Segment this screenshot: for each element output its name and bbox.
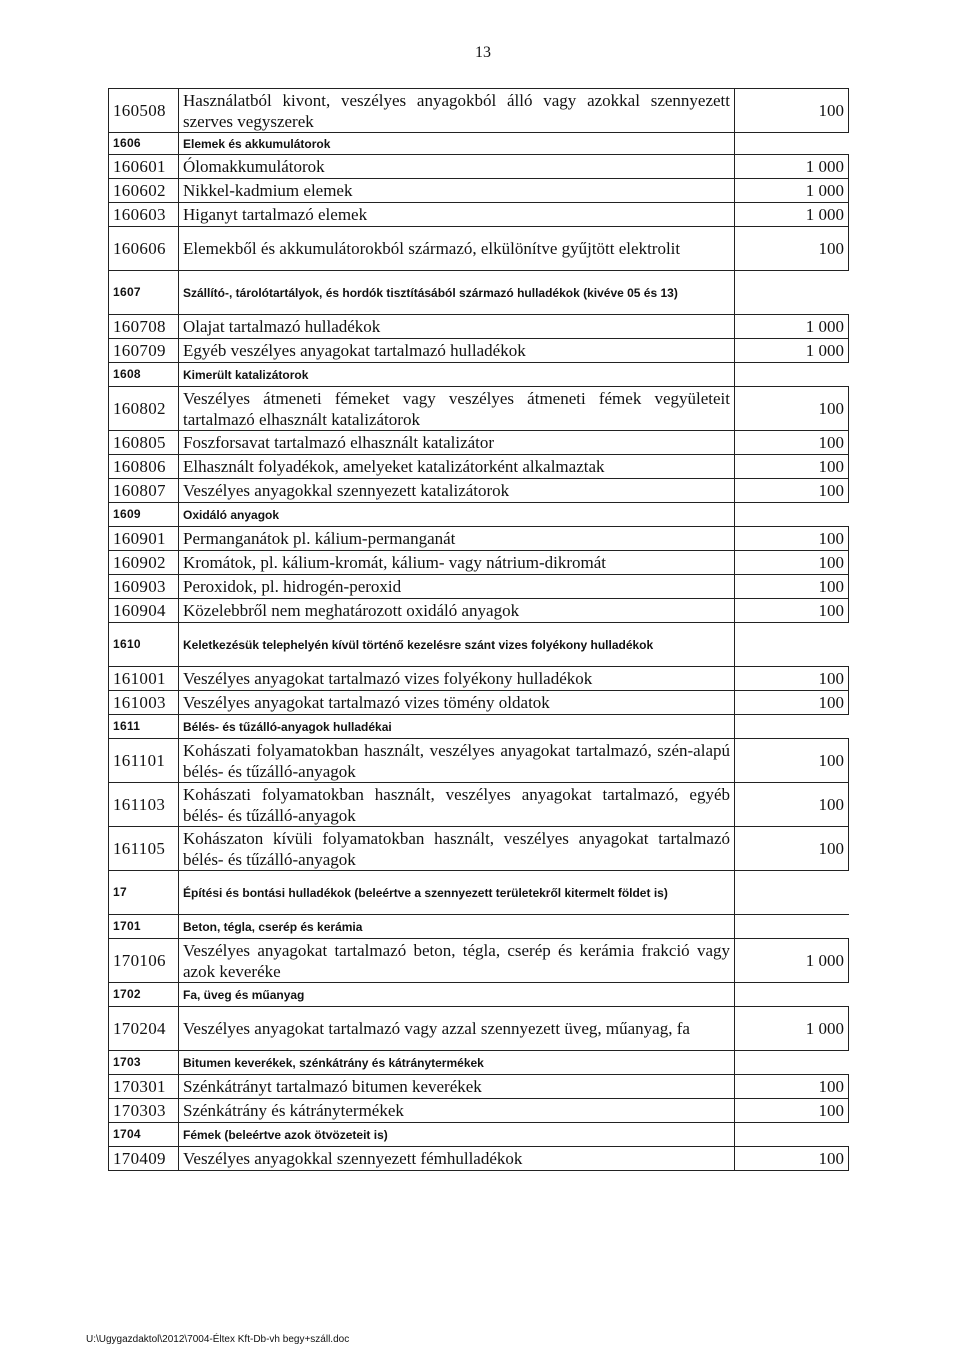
category-row: [109, 271, 849, 315]
description-cell: Veszélyes átmeneti fémeket vagy veszélyes átmeneti fémek vegyületeit tartalmazó elhasznált katalizátorok: [179, 387, 735, 431]
waste-row: [109, 1075, 849, 1099]
description-cell: Fa, üveg és műanyag: [179, 983, 735, 1007]
waste-code-cell: 160903: [109, 575, 179, 599]
waste-code-cell: 1606: [109, 133, 179, 155]
waste-code-cell: 1703: [109, 1051, 179, 1075]
quantity-cell: 100: [735, 387, 849, 431]
waste-row: [109, 599, 849, 623]
waste-row: [109, 783, 849, 827]
description-cell: Elemekből és akkumulátorokból származó, elkülönítve gyűjtött elektrolit: [179, 227, 735, 271]
waste-code-cell: 1610: [109, 623, 179, 667]
quantity-cell: 1 000: [735, 939, 849, 983]
quantity-cell: [735, 871, 849, 915]
description-cell: Kromátok, pl. kálium-kromát, kálium- vagy nátrium-dikromát: [179, 551, 735, 575]
waste-code-cell: 1611: [109, 715, 179, 739]
waste-code-cell: 161003: [109, 691, 179, 715]
page-number: 13: [475, 44, 491, 61]
quantity-cell: [735, 133, 849, 155]
waste-row: [109, 1099, 849, 1123]
waste-code-cell: 1608: [109, 363, 179, 387]
waste-code-cell: 160806: [109, 455, 179, 479]
category-row: [109, 1123, 849, 1147]
waste-code-cell: 170301: [109, 1075, 179, 1099]
quantity-cell: 100: [735, 599, 849, 623]
waste-code-cell: 1607: [109, 271, 179, 315]
quantity-cell: 1 000: [735, 1007, 849, 1051]
waste-row: [109, 431, 849, 455]
waste-code-cell: 170204: [109, 1007, 179, 1051]
waste-row: [109, 315, 849, 339]
waste-row: [109, 179, 849, 203]
waste-code-cell: 160602: [109, 179, 179, 203]
description-cell: Kohászati folyamatokban használt, veszélyes anyagokat tartalmazó, egyéb bélés- és tűzálló-anyagok: [179, 783, 735, 827]
waste-code-cell: 160805: [109, 431, 179, 455]
waste-code-cell: 170409: [109, 1147, 179, 1171]
waste-row: [109, 739, 849, 783]
waste-code-cell: 160709: [109, 339, 179, 363]
waste-code-cell: 161001: [109, 667, 179, 691]
waste-code-cell: 161103: [109, 783, 179, 827]
quantity-cell: 100: [735, 527, 849, 551]
waste-code-cell: 1609: [109, 503, 179, 527]
description-cell: Permanganátok pl. kálium-permanganát: [179, 527, 735, 551]
quantity-cell: 100: [735, 691, 849, 715]
waste-row: [109, 575, 849, 599]
description-cell: Kohászati folyamatokban használt, veszélyes anyagokat tartalmazó, szén-alapú bélés- és tűzálló-anyagok: [179, 739, 735, 783]
description-cell: Kohászaton kívüli folyamatokban használt, veszélyes anyagokat tartalmazó bélés- és tűzálló-anyagok: [179, 827, 735, 871]
quantity-cell: 1 000: [735, 203, 849, 227]
waste-code-cell: 161101: [109, 739, 179, 783]
waste-code-cell: 1702: [109, 983, 179, 1007]
waste-row: [109, 155, 849, 179]
waste-code-cell: 160601: [109, 155, 179, 179]
description-cell: Kimerült katalizátorok: [179, 363, 735, 387]
quantity-cell: 1 000: [735, 339, 849, 363]
quantity-cell: [735, 915, 849, 939]
table-body: [109, 89, 849, 1171]
waste-row: [109, 339, 849, 363]
waste-row: [109, 667, 849, 691]
description-cell: Veszélyes anyagokat tartalmazó beton, tégla, cserép és kerámia frakció vagy azok keveréke: [179, 939, 735, 983]
quantity-cell: [735, 503, 849, 527]
quantity-cell: 100: [735, 1075, 849, 1099]
waste-code-table: [108, 88, 849, 1171]
category-row: [109, 715, 849, 739]
waste-code-cell: 160807: [109, 479, 179, 503]
category-row: [109, 133, 849, 155]
quantity-cell: [735, 623, 849, 667]
description-cell: Oxidáló anyagok: [179, 503, 735, 527]
description-cell: Veszélyes anyagokkal szennyezett katalizátorok: [179, 479, 735, 503]
quantity-cell: [735, 363, 849, 387]
waste-code-cell: 160802: [109, 387, 179, 431]
description-cell: Egyéb veszélyes anyagokat tartalmazó hulladékok: [179, 339, 735, 363]
description-cell: Olajat tartalmazó hulladékok: [179, 315, 735, 339]
description-cell: Közelebbről nem meghatározott oxidáló anyagok: [179, 599, 735, 623]
description-cell: Használatból kivont, veszélyes anyagokból álló vagy azokkal szennyezett szerves vegyszerek: [179, 89, 735, 133]
waste-code-cell: 160606: [109, 227, 179, 271]
description-cell: Elhasznált folyadékok, amelyeket katalizátorként alkalmaztak: [179, 455, 735, 479]
description-cell: Higanyt tartalmazó elemek: [179, 203, 735, 227]
category-row: [109, 1051, 849, 1075]
waste-row: [109, 1147, 849, 1171]
quantity-cell: [735, 983, 849, 1007]
waste-row: [109, 827, 849, 871]
description-cell: Ólomakkumulátorok: [179, 155, 735, 179]
quantity-cell: 100: [735, 431, 849, 455]
quantity-cell: 100: [735, 1147, 849, 1171]
description-cell: Szállító-, tárolótartályok, és hordók tisztításából származó hulladékok (kivéve 05 és 13): [179, 271, 735, 315]
quantity-cell: 100: [735, 827, 849, 871]
description-cell: Peroxidok, pl. hidrogén-peroxid: [179, 575, 735, 599]
category-row: [109, 623, 849, 667]
waste-row: [109, 691, 849, 715]
quantity-cell: 100: [735, 667, 849, 691]
description-cell: Keletkezésük telephelyén kívül történő kezelésre szánt vizes folyékony hulladékok: [179, 623, 735, 667]
waste-code-cell: 160708: [109, 315, 179, 339]
description-cell: Elemek és akkumulátorok: [179, 133, 735, 155]
waste-code-cell: 1704: [109, 1123, 179, 1147]
quantity-cell: 100: [735, 551, 849, 575]
quantity-cell: [735, 715, 849, 739]
waste-row: [109, 527, 849, 551]
waste-code-cell: 170106: [109, 939, 179, 983]
quantity-cell: 100: [735, 227, 849, 271]
category-row: [109, 915, 849, 939]
description-cell: Építési és bontási hulladékok (beleértve a szennyezett területekről kitermelt földet is): [179, 871, 735, 915]
waste-code-cell: 160902: [109, 551, 179, 575]
quantity-cell: 1 000: [735, 155, 849, 179]
category-row: [109, 871, 849, 915]
waste-row: [109, 551, 849, 575]
description-cell: Nikkel-kadmium elemek: [179, 179, 735, 203]
category-row: [109, 503, 849, 527]
quantity-cell: 1 000: [735, 179, 849, 203]
waste-row: [109, 203, 849, 227]
quantity-cell: 100: [735, 783, 849, 827]
description-cell: Szénkátrányt tartalmazó bitumen keverékek: [179, 1075, 735, 1099]
waste-row: [109, 227, 849, 271]
description-cell: Veszélyes anyagokat tartalmazó vagy azzal szennyezett üveg, műanyag, fa: [179, 1007, 735, 1051]
waste-code-cell: 160603: [109, 203, 179, 227]
waste-row: [109, 89, 849, 133]
description-cell: Szénkátrány és kátránytermékek: [179, 1099, 735, 1123]
quantity-cell: 100: [735, 455, 849, 479]
quantity-cell: 100: [735, 575, 849, 599]
description-cell: Veszélyes anyagokkal szennyezett fémhulladékok: [179, 1147, 735, 1171]
waste-code-cell: 1701: [109, 915, 179, 939]
waste-row: [109, 479, 849, 503]
quantity-cell: 1 000: [735, 315, 849, 339]
quantity-cell: 100: [735, 739, 849, 783]
waste-code-cell: 160901: [109, 527, 179, 551]
description-cell: Fémek (beleértve azok ötvözeteit is): [179, 1123, 735, 1147]
description-cell: Bitumen keverékek, szénkátrány és kátránytermékek: [179, 1051, 735, 1075]
quantity-cell: [735, 1051, 849, 1075]
description-cell: Bélés- és tűzálló-anyagok hulladékai: [179, 715, 735, 739]
waste-row: [109, 1007, 849, 1051]
waste-code-cell: 160904: [109, 599, 179, 623]
waste-row: [109, 455, 849, 479]
waste-row: [109, 387, 849, 431]
quantity-cell: [735, 1123, 849, 1147]
waste-code-cell: 160508: [109, 89, 179, 133]
description-cell: Veszélyes anyagokat tartalmazó vizes folyékony hulladékok: [179, 667, 735, 691]
quantity-cell: 100: [735, 89, 849, 133]
waste-code-cell: 161105: [109, 827, 179, 871]
file-path-footer: U:\Ugygazdaktol\2012\7004-Éltex Kft-Db-vh begy+száll.doc: [86, 1334, 350, 1345]
quantity-cell: 100: [735, 1099, 849, 1123]
description-cell: Veszélyes anyagokat tartalmazó vizes tömény oldatok: [179, 691, 735, 715]
description-cell: Foszforsavat tartalmazó elhasznált katalizátor: [179, 431, 735, 455]
waste-row: [109, 939, 849, 983]
quantity-cell: [735, 271, 849, 315]
description-cell: Beton, tégla, cserép és kerámia: [179, 915, 735, 939]
category-row: [109, 983, 849, 1007]
quantity-cell: 100: [735, 479, 849, 503]
waste-code-cell: 17: [109, 871, 179, 915]
category-row: [109, 363, 849, 387]
waste-code-cell: 170303: [109, 1099, 179, 1123]
